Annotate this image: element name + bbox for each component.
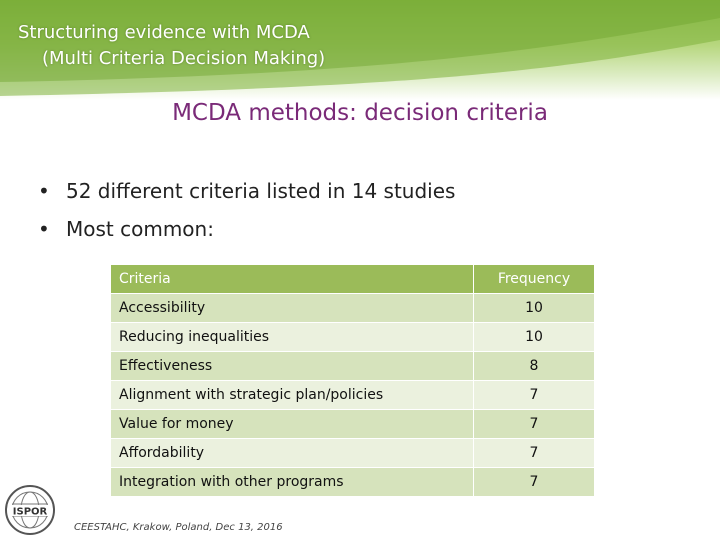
footer-text: CEESTAHC, Krakow, Poland, Dec 13, 2016: [74, 522, 283, 533]
table-row: [111, 468, 595, 497]
criteria-cell: Affordability: [111, 439, 474, 468]
criteria-cell: Accessibility: [111, 294, 474, 323]
bullet-dot-icon: •: [38, 179, 50, 203]
table-header-row: [111, 265, 595, 294]
table-row: [111, 439, 595, 468]
criteria-cell: Integration with other programs: [111, 468, 474, 497]
slide-subtitle: MCDA methods: decision criteria: [172, 100, 548, 126]
bullet-text: 52 different criteria listed in 14 studies: [66, 179, 456, 203]
frequency-cell: 8: [474, 352, 595, 381]
frequency-cell: 7: [474, 381, 595, 410]
frequency-cell: 10: [474, 323, 595, 352]
frequency-cell: 7: [474, 439, 595, 468]
criteria-cell: Reducing inequalities: [111, 323, 474, 352]
frequency-cell: 10: [474, 294, 595, 323]
ispor-logo-icon: [4, 484, 56, 536]
slide-header-title: [18, 20, 325, 72]
bullet-list: [38, 176, 455, 252]
logo-text: ISPOR: [12, 506, 48, 518]
criteria-table: [110, 264, 595, 497]
criteria-cell: Value for money: [111, 410, 474, 439]
table-row: [111, 410, 595, 439]
bullet-text: Most common:: [66, 217, 214, 241]
frequency-cell: 7: [474, 468, 595, 497]
bullet-item: [38, 176, 455, 214]
header-title-line1: Structuring evidence with MCDA: [18, 22, 310, 43]
column-header-criteria: Criteria: [111, 265, 474, 294]
bullet-item: [38, 214, 455, 252]
table-row: [111, 381, 595, 410]
frequency-cell: 7: [474, 410, 595, 439]
criteria-cell: Effectiveness: [111, 352, 474, 381]
header-title-line2: (Multi Criteria Decision Making): [42, 48, 326, 69]
table-row: [111, 294, 595, 323]
column-header-frequency: Frequency: [474, 265, 595, 294]
table-row: [111, 352, 595, 381]
bullet-dot-icon: •: [38, 217, 50, 241]
criteria-cell: Alignment with strategic plan/policies: [111, 381, 474, 410]
table-row: [111, 323, 595, 352]
